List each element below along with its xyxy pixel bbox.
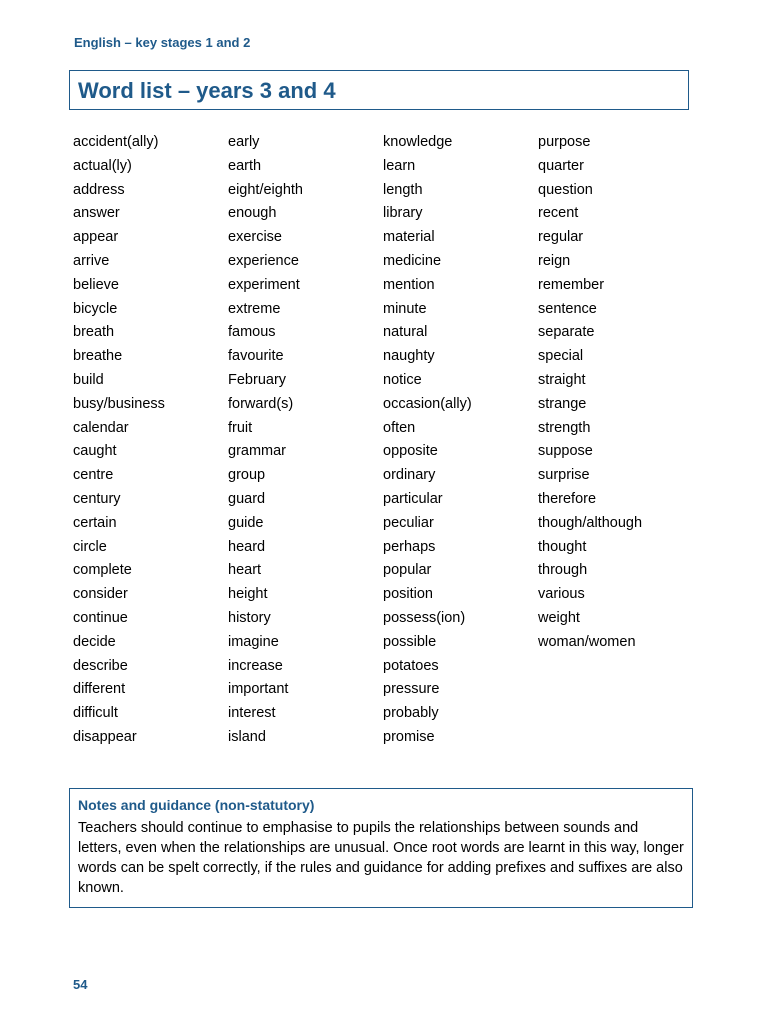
- word-list-item: guard: [228, 490, 266, 507]
- word-list-item: remember: [538, 276, 605, 293]
- word-list-item: address: [73, 181, 125, 198]
- word-list-item: natural: [383, 324, 428, 341]
- word-list-item: probably: [383, 705, 439, 722]
- word-list-item: eight/eighth: [228, 181, 303, 198]
- word-list-item: thought: [538, 538, 587, 555]
- word-column-1: [73, 131, 228, 750]
- word-list-item: position: [383, 586, 433, 603]
- word-list-item: disappear: [73, 728, 137, 745]
- word-list-item: separate: [538, 324, 595, 341]
- word-list-item: February: [228, 371, 287, 388]
- word-list-item: popular: [383, 562, 432, 579]
- page-number: 54: [73, 977, 88, 992]
- word-list-item: century: [73, 490, 121, 507]
- word-list-item: peculiar: [383, 514, 434, 531]
- word-list-item: sentence: [538, 300, 597, 317]
- word-list-item: naughty: [383, 348, 435, 365]
- word-list-item: material: [383, 229, 435, 246]
- word-list-item: surprise: [538, 467, 590, 484]
- word-list-item: heart: [228, 562, 262, 579]
- word-list-item: continue: [73, 609, 128, 626]
- word-list-item: reign: [538, 252, 571, 269]
- word-list-item: breathe: [73, 348, 123, 365]
- word-list-item: early: [228, 134, 260, 150]
- word-list-item: various: [538, 586, 585, 603]
- word-list-item: interest: [228, 705, 276, 722]
- word-list-grid: [73, 131, 693, 750]
- word-list-item: appear: [73, 229, 119, 246]
- word-list-item: answer: [73, 205, 120, 222]
- word-list-item: medicine: [383, 252, 442, 269]
- word-list-item: calendar: [73, 419, 129, 436]
- word-list-item: difficult: [73, 705, 118, 722]
- word-list-item: imagine: [228, 633, 279, 650]
- word-list-item: pressure: [383, 681, 440, 698]
- word-list-item: weight: [538, 609, 580, 626]
- word-list-item: woman/women: [538, 633, 636, 650]
- notes-guidance-box: [69, 788, 693, 908]
- word-list-item: busy/business: [73, 395, 165, 412]
- word-list-item: describe: [73, 657, 128, 674]
- word-list-item: knowledge: [383, 134, 453, 150]
- word-list-item: caught: [73, 443, 117, 460]
- word-list-item: complete: [73, 562, 132, 579]
- word-list-item: island: [228, 728, 266, 745]
- word-list-item: ordinary: [383, 467, 436, 484]
- word-list-item: heard: [228, 538, 266, 555]
- word-list-item: strange: [538, 395, 587, 412]
- word-list-item: circle: [73, 538, 107, 555]
- word-list-item: extreme: [228, 300, 281, 317]
- word-list-item: though/although: [538, 514, 643, 531]
- notes-body: Teachers should continue to emphasise to pupils the relationships between sounds and letters, even when the relationships are unusual. Once root words are learnt in this way, longer words can be spelt correctly, if the rules and guidance for adding prefixes and suffixes are also known.: [78, 820, 684, 896]
- word-list-item: recent: [538, 205, 579, 222]
- word-column-2: [228, 131, 383, 750]
- word-list-item: possible: [383, 633, 437, 650]
- word-list-item: suppose: [538, 443, 593, 460]
- word-list-item: guide: [228, 514, 264, 531]
- word-list-item: quarter: [538, 157, 584, 174]
- word-list-item: exercise: [228, 229, 282, 246]
- word-list-item: through: [538, 562, 588, 579]
- word-list-item: particular: [383, 490, 443, 507]
- word-list-item: favourite: [228, 348, 284, 365]
- word-list-item: strength: [538, 419, 591, 436]
- word-list-item: consider: [73, 586, 128, 603]
- word-list-item: accident(ally): [73, 134, 159, 150]
- word-list-item: history: [228, 609, 271, 626]
- word-list-item: mention: [383, 276, 435, 293]
- word-list-item: enough: [228, 205, 277, 222]
- word-column-3: [383, 131, 538, 750]
- notes-heading: Notes and guidance (non-statutory): [78, 797, 315, 813]
- word-list-item: perhaps: [383, 538, 436, 555]
- word-list-item: straight: [538, 371, 586, 388]
- word-list-item: library: [383, 205, 423, 222]
- word-list-item: experiment: [228, 276, 300, 293]
- word-list-item: earth: [228, 157, 262, 174]
- word-list-item: arrive: [73, 252, 110, 269]
- word-list-item: bicycle: [73, 300, 118, 317]
- word-list-item: length: [383, 181, 423, 198]
- word-column-4: [538, 131, 693, 750]
- word-list-item: often: [383, 419, 416, 436]
- word-list-item: breath: [73, 324, 115, 341]
- word-list-item: potatoes: [383, 657, 439, 674]
- word-list-item: purpose: [538, 134, 591, 150]
- word-list-item: occasion(ally): [383, 395, 472, 412]
- word-list-item: minute: [383, 300, 427, 317]
- running-header: English – key stages 1 and 2: [74, 35, 251, 50]
- word-list-item: actual(ly): [73, 157, 132, 174]
- word-list-item: increase: [228, 657, 283, 674]
- word-list-item: build: [73, 371, 104, 388]
- word-list-item: famous: [228, 324, 276, 341]
- word-list-item: height: [228, 586, 268, 603]
- page-title: Word list – years 3 and 4: [78, 78, 336, 103]
- word-list-item: question: [538, 181, 593, 198]
- word-list-item: therefore: [538, 490, 597, 507]
- word-list-item: opposite: [383, 443, 438, 460]
- word-list-item: believe: [73, 276, 119, 293]
- word-list-item: centre: [73, 467, 114, 484]
- word-list-item: grammar: [228, 443, 287, 460]
- word-list-item: group: [228, 467, 266, 484]
- word-list-item: fruit: [228, 419, 253, 436]
- word-list-item: special: [538, 348, 584, 365]
- word-list-item: notice: [383, 371, 422, 388]
- word-list-item: regular: [538, 229, 584, 246]
- word-list-item: learn: [383, 157, 416, 174]
- word-list-item: certain: [73, 514, 117, 531]
- word-list-item: experience: [228, 252, 299, 269]
- word-list-item: important: [228, 681, 289, 698]
- title-box: [69, 70, 689, 110]
- word-list-item: different: [73, 681, 126, 698]
- word-list-item: possess(ion): [383, 609, 466, 626]
- word-list-item: promise: [383, 728, 435, 745]
- word-list-item: decide: [73, 633, 116, 650]
- word-list-item: forward(s): [228, 395, 294, 412]
